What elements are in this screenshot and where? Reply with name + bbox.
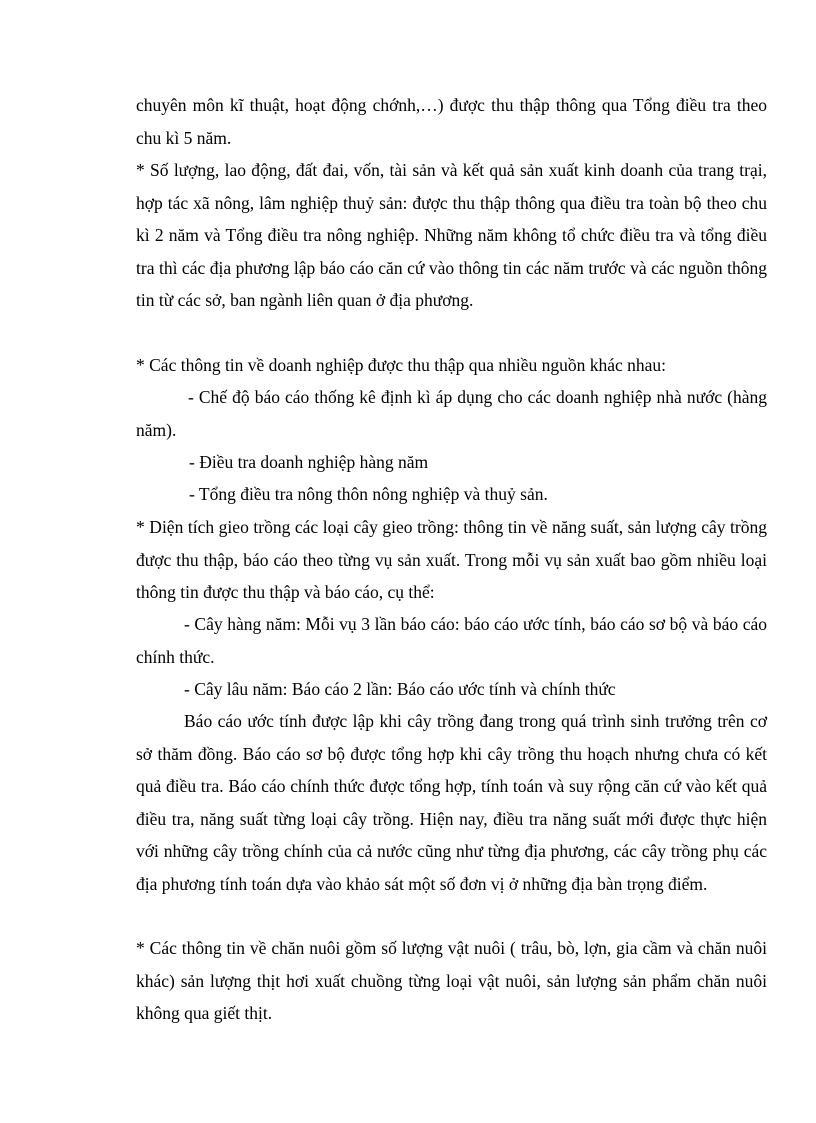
paragraph-9: - Cây lâu năm: Báo cáo 2 lần: Báo cáo ước tính và chính thức <box>184 679 616 699</box>
paragraph-5: - Điều tra doanh nghiệp hàng năm <box>189 452 429 472</box>
paragraph-7: * Diện tích gieo trồng các loại cây gieo trồng: thông tin về năng suất, sản lượng cây trồng được thu thập, báo cáo theo từng vụ sản xuất. Trong mỗi vụ sản xuất bao gồm nhiều loại thông tin được thu thập và báo cáo, cụ thể: <box>136 517 767 602</box>
paragraph-11: * Các thông tin về chăn nuôi gồm số lượng vật nuôi ( trâu, bò, lợn, gia cầm và chăn nuôi khác) sản lượng thịt hơi xuất chuồng từng loại vật nuôi, sản lượng sản phẩm chăn nuôi không qua giết thịt. <box>136 938 767 1023</box>
paragraph-3: * Các thông tin về doanh nghiệp được thu thập qua nhiều nguồn khác nhau: <box>136 355 667 375</box>
paragraph-8: - Cây hàng năm: Mỗi vụ 3 lần báo cáo: báo cáo ước tính, báo cáo sơ bộ và báo cáo chính thức. <box>136 614 767 667</box>
paragraph-2: * Số lượng, lao động, đất đai, vốn, tài sản và kết quả sản xuất kinh doanh của trang trại, hợp tác xã nông, lâm nghiệp thuỷ sản: được thu thập thông qua điều tra toàn bộ theo chu kì 2 năm và Tổng điều tra nông nghiệp. Những năm không tổ chức điều tra và tổng điều tra thì các địa phương lập báo cáo căn cứ vào thông tin các năm trước và các nguồn thông tin từ các sở, ban ngành liên quan ở địa phương. <box>136 160 767 310</box>
paragraph-6: - Tổng điều tra nông thôn nông nghiệp và thuỷ sản. <box>189 484 548 504</box>
paragraph-10: Báo cáo ước tính được lập khi cây trồng đang trong quá trình sinh trưởng trên cơ sở thăm đồng. Báo cáo sơ bộ được tổng hợp khi cây trồng thu hoạch nhưng chưa có kết quả điều tra. Báo cáo chính thức được tổng hợp, tính toán và suy rộng căn cứ vào kết quả điều tra, năng suất từng loại cây trồng. Hiện nay, điều tra năng suất mới được thực hiện với những cây trồng chính của cả nước cũng như từng địa phương, các cây trồng phụ các địa phương tính toán dựa vào khảo sát một số đơn vị ở những địa bàn trọng điểm. <box>136 711 767 894</box>
paragraph-4: - Chế độ báo cáo thống kê định kì áp dụng cho các doanh nghiệp nhà nước (hàng năm). <box>136 387 767 440</box>
paragraph-1: chuyên môn kĩ thuật, hoạt động chớnh,…) được thu thập thông qua Tổng điều tra theo chu kì 5 năm. <box>136 95 767 148</box>
